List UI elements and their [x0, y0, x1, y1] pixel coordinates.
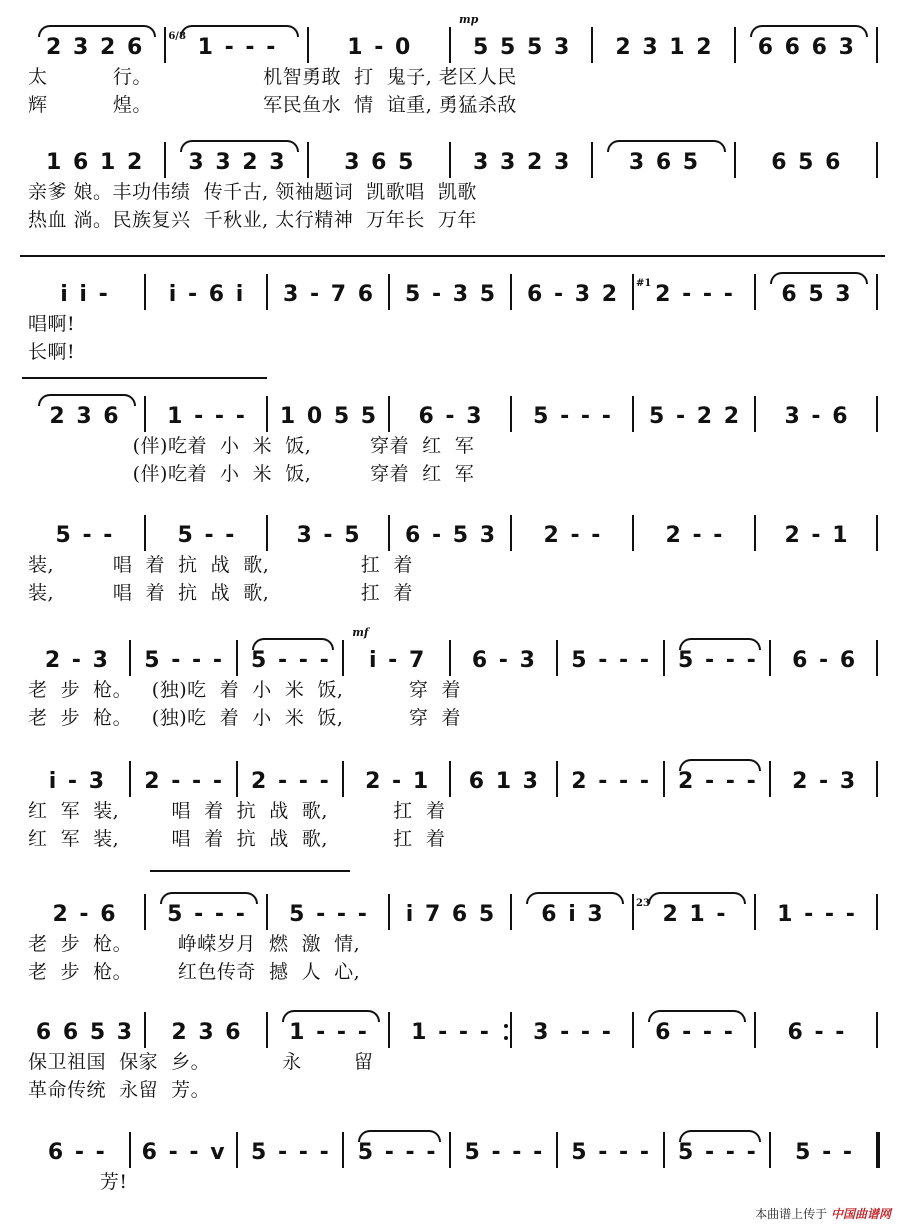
- barline: [342, 640, 344, 676]
- barline: [754, 396, 756, 432]
- barline: [266, 396, 268, 432]
- barline: [449, 640, 451, 676]
- measure-notes: 1 - - -: [777, 902, 857, 927]
- barline: [876, 142, 878, 178]
- slur-mark: [160, 892, 258, 904]
- repeat-dot: [504, 1024, 508, 1028]
- measure-notes: 5 - - -: [289, 902, 369, 927]
- lyric-line: 长啊!: [28, 341, 76, 363]
- lyric-line: 芳!: [28, 1171, 128, 1193]
- measure-notes: 2 - 3: [792, 769, 858, 794]
- source-footer: [755, 1205, 891, 1222]
- slur-mark: [607, 140, 725, 152]
- barline: [266, 894, 268, 930]
- lyric-line: 太 行。 机智勇敢 打 鬼子, 老区人民: [28, 66, 517, 88]
- slur-mark: [38, 394, 136, 406]
- barline: [556, 640, 558, 676]
- barline: [388, 894, 390, 930]
- barline: [876, 761, 878, 797]
- barline: [769, 1132, 771, 1168]
- measure-notes: 6 - 6: [792, 648, 858, 673]
- lyric-line: 热血 淌。民族复兴 千秋业, 太行精神 万年长 万年: [28, 209, 477, 231]
- measure-notes: 5 - - -: [251, 648, 331, 673]
- barline: [144, 515, 146, 551]
- measure-notes: 2 - -: [543, 523, 603, 548]
- measure-notes: 3 6 5: [344, 150, 416, 175]
- dynamic-mark: mp: [459, 13, 479, 26]
- measure-notes: i - 6 i: [168, 282, 246, 307]
- crescendo-line: [22, 377, 267, 379]
- lyric-line: 老 步 枪。 (独)吃 着 小 米 饭, 穿 着: [28, 707, 461, 729]
- measure-notes: 5 - -: [177, 523, 237, 548]
- barline: [388, 1012, 390, 1048]
- measure-notes: 2 - - -: [655, 282, 735, 307]
- measure-notes: 2 - - -: [144, 769, 224, 794]
- barline: [754, 274, 756, 310]
- measure-notes: 2 - - -: [571, 769, 651, 794]
- barline: [342, 761, 344, 797]
- measure-notes: 5 - -: [55, 523, 115, 548]
- lyric-line: 装, 唱 着 抗 战 歌, 扛 着: [28, 582, 413, 604]
- measure-notes: 6 i 3: [541, 902, 605, 927]
- slur-mark: [38, 25, 156, 37]
- lyric-line: 红 军 装, 唱 着 抗 战 歌, 扛 着: [28, 800, 446, 822]
- measure-notes: 5 - 3 5: [404, 282, 498, 307]
- barline: [236, 640, 238, 676]
- barline: [144, 396, 146, 432]
- measure-notes: 5 - - -: [144, 648, 224, 673]
- barline: [556, 761, 558, 797]
- barline: [510, 515, 512, 551]
- slur-mark: [679, 638, 762, 650]
- measure-notes: 3 - - -: [533, 1020, 613, 1045]
- barline: [632, 396, 634, 432]
- measure-notes: 6 5 6: [771, 150, 843, 175]
- measure-notes: 6 - 3: [471, 648, 537, 673]
- barline: [449, 1132, 451, 1168]
- repeat-barline: [510, 1012, 512, 1048]
- measure-notes: 5 - - -: [571, 648, 651, 673]
- measure-notes: 1 - - -: [411, 1020, 491, 1045]
- lyric-line: 红 军 装, 唱 着 抗 战 歌, 扛 着: [28, 828, 446, 850]
- barline: [876, 894, 878, 930]
- measure-notes: 2 - 6: [52, 902, 118, 927]
- measure-notes: 6 5 3: [781, 282, 853, 307]
- barline: [632, 894, 634, 930]
- measure-notes: 6 6 6 3: [757, 35, 856, 60]
- measure-notes: 3 - 7 6: [282, 282, 376, 307]
- barline: [876, 515, 878, 551]
- measure-notes: 2 3 6: [171, 1020, 243, 1045]
- barline: [754, 1012, 756, 1048]
- footer-text: 本曲谱上传于: [755, 1207, 828, 1221]
- measure-notes: 5 - -: [795, 1140, 855, 1165]
- lyric-line: (伴)吃着 小 米 饭, 穿着 红 军: [28, 463, 475, 485]
- measure-notes: 2 - - -: [251, 769, 331, 794]
- measure-notes: 5 5 5 3: [473, 35, 572, 60]
- barline: [510, 274, 512, 310]
- measure-notes: 1 6 1 2: [46, 150, 145, 175]
- measure-notes: 6 - -: [47, 1140, 107, 1165]
- measure-notes: 5 - - -: [678, 1140, 758, 1165]
- measure-notes: 3 - 5: [296, 523, 362, 548]
- slur-mark: [180, 25, 298, 37]
- measure-notes: 1 - - -: [197, 35, 278, 60]
- grace-mark: #1: [636, 278, 652, 289]
- measure-notes: 2 - 1: [784, 523, 850, 548]
- barline: [144, 1012, 146, 1048]
- measure-notes: 5 - - -: [251, 1140, 331, 1165]
- lyric-line: (伴)吃着 小 米 饭, 穿着 红 军: [28, 435, 475, 457]
- slur-mark: [252, 638, 335, 650]
- measure-notes: 6 - - -: [655, 1020, 735, 1045]
- final-barline: [876, 1132, 880, 1168]
- barline: [591, 142, 593, 178]
- crescendo-line: [150, 870, 350, 872]
- measure-notes: 1 - - -: [289, 1020, 369, 1045]
- measure-notes: i - 3: [48, 769, 107, 794]
- barline: [876, 27, 878, 63]
- measure-notes: 5 - - -: [357, 1140, 438, 1165]
- lyric-line: 老 步 枪。 峥嵘岁月 燃 激 情,: [28, 933, 361, 955]
- crescendo-line: [20, 255, 885, 257]
- measure-notes: 6 - 3: [418, 404, 484, 429]
- lyric-line: 保卫祖国 保家 乡。 永 留: [28, 1051, 374, 1073]
- notation-line: [0, 1140, 907, 1180]
- slur-mark: [358, 1130, 441, 1142]
- barline: [266, 515, 268, 551]
- barline: [129, 1132, 131, 1168]
- measure-notes: 5 - - -: [678, 648, 758, 673]
- lyric-line: 老 步 枪。 红色传奇 撼 人 心,: [28, 961, 361, 983]
- measure-notes: 2 - -: [665, 523, 725, 548]
- measure-notes: i i -: [60, 282, 110, 307]
- lyric-line: 辉 煌。 军民鱼水 情 谊重, 勇猛杀敌: [28, 94, 517, 116]
- barline: [876, 274, 878, 310]
- barline: [876, 640, 878, 676]
- barline: [236, 1132, 238, 1168]
- barline: [663, 640, 665, 676]
- barline: [632, 515, 634, 551]
- measure-notes: i 7 6 5: [405, 902, 497, 927]
- lyric-line: 装, 唱 着 抗 战 歌, 扛 着: [28, 554, 413, 576]
- barline: [449, 27, 451, 63]
- lyric-line: 唱啊!: [28, 313, 76, 335]
- measure-notes: 5 - - -: [464, 1140, 545, 1165]
- barline: [449, 761, 451, 797]
- measure-notes: 6 1 3: [468, 769, 540, 794]
- barline: [388, 515, 390, 551]
- barline: [876, 1012, 878, 1048]
- barline: [556, 1132, 558, 1168]
- measure-notes: 1 - - -: [167, 404, 247, 429]
- barline: [663, 761, 665, 797]
- slur-mark: [679, 1130, 762, 1142]
- barline: [632, 1012, 634, 1048]
- barline: [144, 274, 146, 310]
- slur-mark: [750, 25, 868, 37]
- measure-notes: 5 - 2 2: [648, 404, 742, 429]
- barline: [876, 396, 878, 432]
- measure-notes: 6 6 5 3: [35, 1020, 135, 1045]
- barline: [266, 1012, 268, 1048]
- notation-line: [0, 278, 907, 322]
- barline: [388, 396, 390, 432]
- barline: [236, 761, 238, 797]
- barline: [129, 761, 131, 797]
- barline: [144, 894, 146, 930]
- measure-notes: 1 0 5 5: [279, 404, 379, 429]
- measure-notes: 5 - - -: [167, 902, 247, 927]
- measure-notes: 2 3 1 2: [615, 35, 714, 60]
- measure-notes: 3 - 6: [784, 404, 850, 429]
- barline: [591, 27, 593, 63]
- measure-notes: 3 3 2 3: [188, 150, 287, 175]
- measure-notes: 2 3 2 6: [46, 35, 145, 60]
- barline: [663, 1132, 665, 1168]
- dynamic-mark: mf: [352, 626, 369, 639]
- measure-notes: 2 - 3: [44, 648, 110, 673]
- barline: [449, 142, 451, 178]
- barline: [307, 142, 309, 178]
- measure-notes: 5 - - -: [533, 404, 613, 429]
- slur-mark: [770, 272, 868, 284]
- measure-notes: 3 6 5: [628, 150, 701, 175]
- slur-mark: [648, 1010, 746, 1022]
- measure-notes: 5 - - -: [571, 1140, 651, 1165]
- measure-notes: 2 3 6: [49, 404, 121, 429]
- slur-mark: [282, 1010, 380, 1022]
- measure-notes: 6 - -: [787, 1020, 847, 1045]
- barline: [734, 27, 736, 63]
- grace-mark: 23: [636, 898, 650, 909]
- lyric-line: 革命传统 永留 芳。: [28, 1079, 211, 1101]
- slur-mark: [180, 140, 298, 152]
- barline: [164, 27, 166, 63]
- barline: [388, 274, 390, 310]
- barline: [266, 274, 268, 310]
- barline: [510, 894, 512, 930]
- barline: [632, 274, 634, 310]
- measure-notes: 6 - - v: [141, 1140, 227, 1165]
- measure-notes: 2 - 1: [365, 769, 431, 794]
- barline: [734, 142, 736, 178]
- barline: [754, 515, 756, 551]
- measure-notes: 1 - 0: [347, 35, 413, 60]
- measure-notes: 2 - - -: [678, 769, 758, 794]
- slur-mark: [648, 892, 746, 904]
- barline: [164, 142, 166, 178]
- lyric-line: 老 步 枪。 (独)吃 着 小 米 饭, 穿 着: [28, 679, 461, 701]
- repeat-dot: [504, 1036, 508, 1040]
- measure-notes: 2 1 -: [662, 902, 728, 927]
- barline: [307, 27, 309, 63]
- measure-notes: 3 3 2 3: [473, 150, 572, 175]
- barline: [769, 640, 771, 676]
- measure-notes: i - 7: [368, 648, 427, 673]
- barline: [342, 1132, 344, 1168]
- barline: [769, 761, 771, 797]
- lyric-line: 亲爹 娘。丰功伟绩 传千古, 领袖题词 凯歌唱 凯歌: [28, 181, 477, 203]
- barline: [129, 640, 131, 676]
- barline: [510, 396, 512, 432]
- slur-mark: [526, 892, 624, 904]
- slur-mark: [679, 759, 762, 771]
- time-signature: 6/8: [168, 31, 186, 42]
- measure-notes: 6 - 5 3: [404, 523, 498, 548]
- measure-notes: 6 - 3 2: [526, 282, 620, 307]
- site-logo: 中国曲谱网: [830, 1207, 891, 1221]
- barline: [754, 894, 756, 930]
